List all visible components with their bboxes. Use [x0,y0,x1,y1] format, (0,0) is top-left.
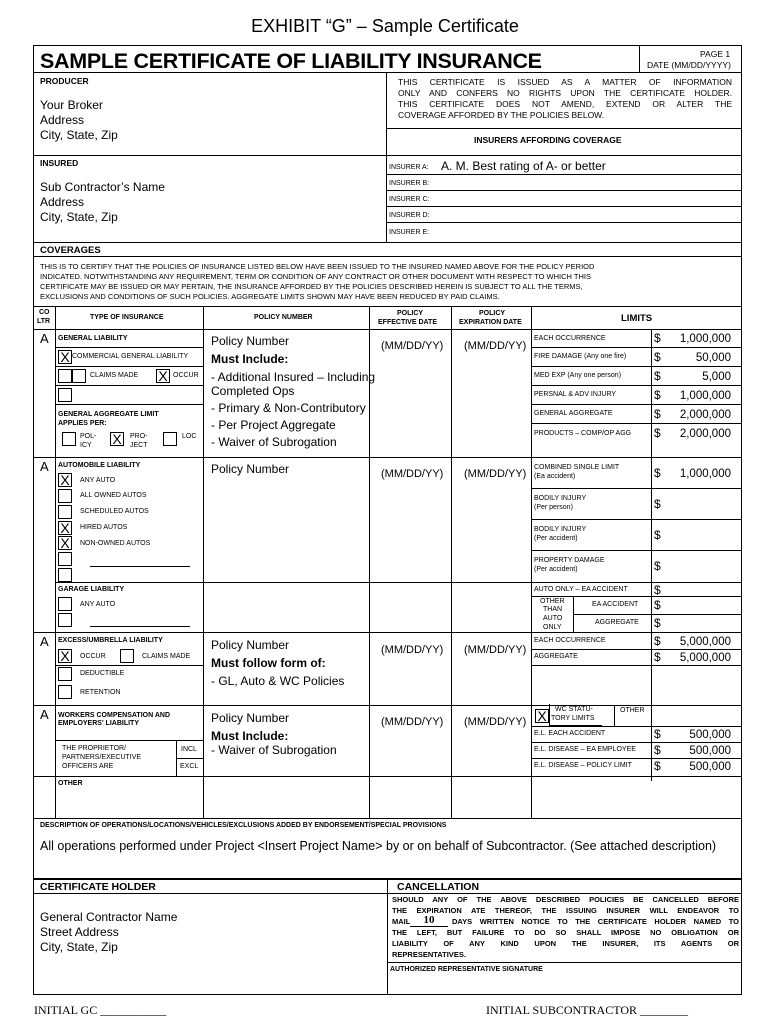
gl-item-2: Completed Ops [211,384,295,398]
gl-expiration-date: (MM/DD/YY) [464,340,527,352]
cancellation-line-1: SHOULD ANY OF THE ABOVE DESCRIBED POLICIES BE CANCELLED BEFORE [392,895,739,904]
dollar-sign: $ [654,350,661,364]
retention-label: RETENTION [80,689,121,696]
gl-item-1: - Additional Insured – Including [211,370,376,384]
dollar-sign: $ [654,727,661,741]
hired-label: HIRED AUTOS [80,524,128,531]
dollar-sign: $ [654,426,661,440]
non-owned-checkbox[interactable]: X [58,536,72,550]
header-exp-1: POLICY [479,310,506,317]
all-owned-label: ALL OWNED AUTOS [80,492,147,499]
auto-co-ltr: A [40,459,49,474]
info-line-2: ONLY AND CONFERS NO RIGHTS UPON THE CERTIFICATE HOLDER. [398,88,732,98]
wc-incl: INCL [181,746,197,753]
auto-only-label: AUTO ONLY – EA ACCIDENT [534,586,628,593]
auto-expiration-date: (MM/DD/YY) [464,468,527,480]
wc-limit-value-2: 500,000 [689,745,731,757]
dollar-sign: $ [654,497,661,511]
gl-limit-value-4: 1,000,000 [679,390,731,402]
gl-item-5: - Waiver of Subrogation [211,435,337,449]
retention-checkbox[interactable] [58,685,72,699]
garage-ea-accident: EA ACCIDENT [592,601,639,608]
wc-title-1: WORKERS COMPENSATION AND [58,712,170,719]
dollar-sign: $ [654,743,661,757]
cancellation-line-5: LIABILITY OF ANY KIND UPON THE INSURER, ITS AGENTS OR [392,939,739,948]
gl-limit-label-6: PRODUCTS – COMP/OP AGG [534,430,632,437]
page-label: PAGE 1 [700,49,731,59]
signature-label: AUTHORIZED REPRESENTATIVE SIGNATURE [390,966,543,973]
cancellation-label: CANCELLATION [397,881,480,893]
cancellation-mail: MAIL [392,917,411,926]
gl-title: GENERAL LIABILITY [58,335,128,342]
umbrella-item-1: - GL, Auto & WC Policies [211,674,345,688]
dollar-sign: $ [654,650,661,664]
wc-statu-1: WC STATU- [555,706,593,713]
dollar-sign: $ [654,331,661,345]
wc-prop-3: OFFICERS ARE [62,763,114,770]
umbrella-effective-date: (MM/DD/YY) [381,644,444,656]
dollar-sign: $ [654,466,661,480]
csl-label-2: (Ea accident) [534,473,576,480]
producer-city: City, State, Zip [40,128,118,142]
umbrella-limit-value-2: 5,000,000 [679,652,731,664]
coverages-label: COVERAGES [40,245,101,256]
gl-item-3: - Primary & Non-Contributory [211,401,366,415]
gl-limit-label-3: MED EXP (Any one person) [534,372,622,379]
gl-applies-per: APPLIES PER: [58,420,107,427]
gl-blank-checkbox-2[interactable] [58,388,72,402]
gl-must-include: Must Include: [211,352,289,366]
other-than-3: AUTO [543,615,563,622]
other-than-2: THAN [543,606,563,613]
dollar-sign: $ [654,759,661,773]
loc-label: LOC [182,433,197,440]
umbrella-policy-number: Policy Number [211,638,290,652]
holder-city: City, State, Zip [40,940,118,954]
gl-occur-checkbox[interactable]: X [156,369,170,383]
gl-occur-label: OCCUR [173,372,199,379]
bi-accident-label-2: (Per accident) [534,535,578,542]
auto-effective-date: (MM/DD/YY) [381,468,444,480]
wc-limit-value-3: 500,000 [689,761,731,773]
pd-label-1: PROPERTY DAMAGE [534,557,605,564]
producer-label: PRODUCER [40,76,89,86]
pro-label-1: PRO- [130,433,148,440]
umbrella-co-ltr: A [40,634,49,649]
gl-blank-checkbox[interactable] [58,369,72,383]
bi-person-label-1: BODILY INJURY [534,495,587,502]
garage-title: GARAGE LIABILITY [58,586,125,593]
gl-limit-label-5: GENERAL AGGREGATE [534,410,613,417]
gl-limit-label-4: PERSNAL & ADV INJURY [534,391,617,398]
gl-limit-value-6: 2,000,000 [679,428,731,440]
description-text: All operations performed under Project <Insert Project Name> by or on behalf of Subcontractor. (See attached description) [40,839,717,853]
wc-item-1: - Waiver of Subrogation [211,743,337,757]
cancellation-line-4: THE LEFT, BUT FAILURE TO DO SO SHALL IMPOSE NO OBLIGATION OR [392,928,739,937]
garage-any-auto-label: ANY AUTO [80,601,116,608]
gl-claims-made-checkbox[interactable] [72,369,86,383]
dollar-sign: $ [654,528,661,542]
cancellation-days: 10 [410,914,448,927]
wc-effective-date: (MM/DD/YY) [381,716,444,728]
producer-name: Your Broker [40,98,103,112]
header-ltr: LTR [37,318,51,325]
info-line-3: THIS CERTIFICATE DOES NOT AMEND, EXTEND OR ALTER THE [398,99,732,109]
bi-accident-label-1: BODILY INJURY [534,526,587,533]
producer-address: Address [40,113,85,127]
insurer-a-label: INSURER A: [389,164,429,171]
auto-policy-number: Policy Number [211,462,290,476]
insured-label: INSURED [40,158,79,168]
gl-item-4: - Per Project Aggregate [211,418,336,432]
umbrella-claims-made-label: CLAIMS MADE [142,653,191,660]
gl-co-ltr: A [40,331,49,346]
wc-statu-2: TORY LIMITS [551,715,595,722]
initial-subcontractor: INITIAL SUBCONTRACTOR ________ [486,1003,689,1017]
pro-label-2: JECT [130,442,148,449]
insurer-d-label: INSURER D: [389,212,430,219]
insurer-a-value: A. M. Best rating of A- or better [441,159,606,173]
auto-title: AUTOMOBILE LIABILITY [58,462,141,469]
coverages-text-1: THIS IS TO CERTIFY THAT THE POLICIES OF INSURANCE LISTED BELOW HAVE BEEN ISSUED TO THE INSURED NAMED ABOVE FOR THE POLICY PERIOD [40,262,595,271]
umbrella-occur-label: OCCUR [80,653,106,660]
umbrella-occur-checkbox[interactable]: X [58,649,72,663]
deductible-label: DEDUCTIBLE [80,670,125,677]
pol-label-2: ICY [80,442,92,449]
gl-limit-value-5: 2,000,000 [679,409,731,421]
wc-limit-label-3: E.L. DISEASE – POLICY LIMIT [534,762,632,769]
holder-label: CERTIFICATE HOLDER [40,881,156,893]
header-co: CO [39,309,50,316]
umbrella-limit-label-2: AGGREGATE [534,653,578,660]
csl-value: 1,000,000 [679,468,731,480]
cancellation-line-2: THE EXPIRATION ATE THEREOF, THE ISSUING INSURER WILL ENDEAVOR TO [392,906,739,915]
pol-label-1: POL- [80,433,97,440]
other-than-1: OTHER [540,598,565,605]
coverages-text-4: EXCLUSIONS AND CONDITIONS OF SUCH POLICIES. AGGREGATE LIMITS SHOWN MAY HAVE BEEN REDUCED BY PAID CLAIMS. [40,292,500,301]
gl-claims-made-label: CLAIMS MADE [90,372,139,379]
umbrella-expiration-date: (MM/DD/YY) [464,644,527,656]
hired-checkbox[interactable]: X [58,521,72,535]
header-type: TYPE OF INSURANCE [90,314,164,321]
wc-prop-2: PARTNERS/EXECUTIVE [62,754,142,761]
dollar-sign: $ [654,634,661,648]
gl-effective-date: (MM/DD/YY) [381,340,444,352]
gl-limit-value-1: 1,000,000 [679,333,731,345]
insured-name: Sub Contractor’s Name [40,180,165,194]
wc-limit-label-1: E.L. EACH ACCIDENT [534,730,606,737]
insurer-c-label: INSURER C: [389,196,430,203]
info-line-1: THIS CERTIFICATE IS ISSUED AS A MATTER OF INFORMATION [398,77,732,87]
all-owned-checkbox[interactable] [58,489,72,503]
other-than-4: ONLY [543,624,562,631]
info-line-4: COVERAGE AFFORDED BY THE POLICIES BELOW. [398,110,605,120]
wc-limit-label-2: E.L. DISEASE – EA EMPLOYEE [534,746,636,753]
loc-checkbox[interactable] [163,432,177,446]
pd-label-2: (Per accident) [534,566,578,573]
coverages-text-3: CERTIFICATE MAY BE ISSUED OR MAY PERTAIN, THE INSURANCE AFFORDED BY THE POLICIES DESCRIBED HEREIN IS SUBJECT TO ALL THE TERMS, [40,282,583,291]
header-policy-number: POLICY NUMBER [254,314,313,321]
bi-person-label-2: (Per person) [534,504,573,511]
header-exp-2: EXPIRATION DATE [459,319,522,326]
insured-address: Address [40,195,85,209]
cgl-label: COMMERCIAL GENERAL LIABILITY [72,353,189,360]
auto-blank-checkbox-2[interactable] [58,568,72,582]
dollar-sign: $ [654,616,661,630]
initial-gc: INITIAL GC ___________ [34,1003,167,1017]
header-eff-2: EFFECTIVE DATE [378,319,437,326]
cgl-checkbox[interactable]: X [58,350,72,364]
garage-aggregate: AGGREGATE [595,619,639,626]
insurers-heading: INSURERS AFFORDING COVERAGE [474,135,622,145]
dollar-sign: $ [654,407,661,421]
gl-limit-label-1: EACH OCCURRENCE [534,335,606,342]
other-label: OTHER [58,780,83,787]
garage-blank-checkbox[interactable] [58,613,72,627]
any-auto-checkbox[interactable]: X [58,473,72,487]
wc-statutory-checkbox[interactable]: X [535,709,549,723]
cancellation-line-6: REPRESENTATIVES. [392,950,466,959]
wc-must-include: Must Include: [211,729,289,743]
garage-any-auto-checkbox[interactable] [58,597,72,611]
insurer-e-label: INSURER E: [389,229,430,236]
insured-city: City, State, Zip [40,210,118,224]
wc-co-ltr: A [40,707,49,722]
wc-policy-number: Policy Number [211,711,290,725]
wc-limit-value-1: 500,000 [689,729,731,741]
project-checkbox[interactable]: X [110,432,124,446]
description-label: DESCRIPTION OF OPERATIONS/LOCATIONS/VEHICLES/EXCLUSIONS ADDED BY ENDORSEMENT/SPECIAL PROVISIONS [40,822,447,829]
wc-expiration-date: (MM/DD/YY) [464,716,527,728]
any-auto-label: ANY AUTO [80,477,116,484]
scheduled-label: SCHEDULED AUTOS [80,508,149,515]
gl-limit-value-3: 5,000 [702,371,731,383]
gl-limit-label-2: FIRE DAMAGE (Any one fire) [534,353,627,360]
wc-title-2: EMPLOYERS' LIABILITY [58,720,140,727]
coverages-text-2: INDICATED. NOTWITHSTANDING ANY REQUIREMENT, TERM OR CONDITION OF ANY CONTRACT OR OTHER DOCUMENT WITH RESPECT TO WHICH THIS [40,272,592,281]
auto-blank-checkbox-1[interactable] [58,552,72,566]
gl-policy-number: Policy Number [211,334,290,348]
date-label: DATE (MM/DD/YYYY) [647,60,731,70]
certificate-title: SAMPLE CERTIFICATE OF LIABILITY INSURANCE [40,49,542,73]
umbrella-limit-label-1: EACH OCCURRENCE [534,637,606,644]
umbrella-must-follow: Must follow form of: [211,656,326,670]
wc-other: OTHER [620,707,645,714]
gl-limit-value-2: 50,000 [695,352,731,364]
header-limits: LIMITS [621,313,653,324]
umbrella-claims-made-checkbox[interactable] [120,649,134,663]
deductible-checkbox[interactable] [58,667,72,681]
exhibit-title: EXHIBIT “G” – Sample Certificate [251,16,519,36]
dollar-sign: $ [654,388,661,402]
dollar-sign: $ [654,598,661,612]
header-eff-1: POLICY [397,310,424,317]
csl-label-1: COMBINED SINGLE LIMIT [534,464,620,471]
dollar-sign: $ [654,583,661,597]
dollar-sign: $ [654,559,661,573]
wc-excl: EXCL [180,763,199,770]
holder-name: General Contractor Name [40,910,178,924]
insurer-b-label: INSURER B: [389,180,430,187]
policy-checkbox[interactable] [62,432,76,446]
dollar-sign: $ [654,369,661,383]
scheduled-checkbox[interactable] [58,505,72,519]
holder-street: Street Address [40,925,119,939]
umbrella-limit-value-1: 5,000,000 [679,636,731,648]
non-owned-label: NON-OWNED AUTOS [80,540,151,547]
cancellation-line-3: DAYS WRITTEN NOTICE TO THE CERTIFICATE HOLDER NAMED TO [452,917,739,926]
wc-prop-1: THE PROPRIETOR/ [62,745,127,752]
umbrella-title: EXCESS/UMBRELLA LIABILITY [58,637,163,644]
gl-agg-title: GENERAL AGGREGATE LIMIT [58,411,159,418]
